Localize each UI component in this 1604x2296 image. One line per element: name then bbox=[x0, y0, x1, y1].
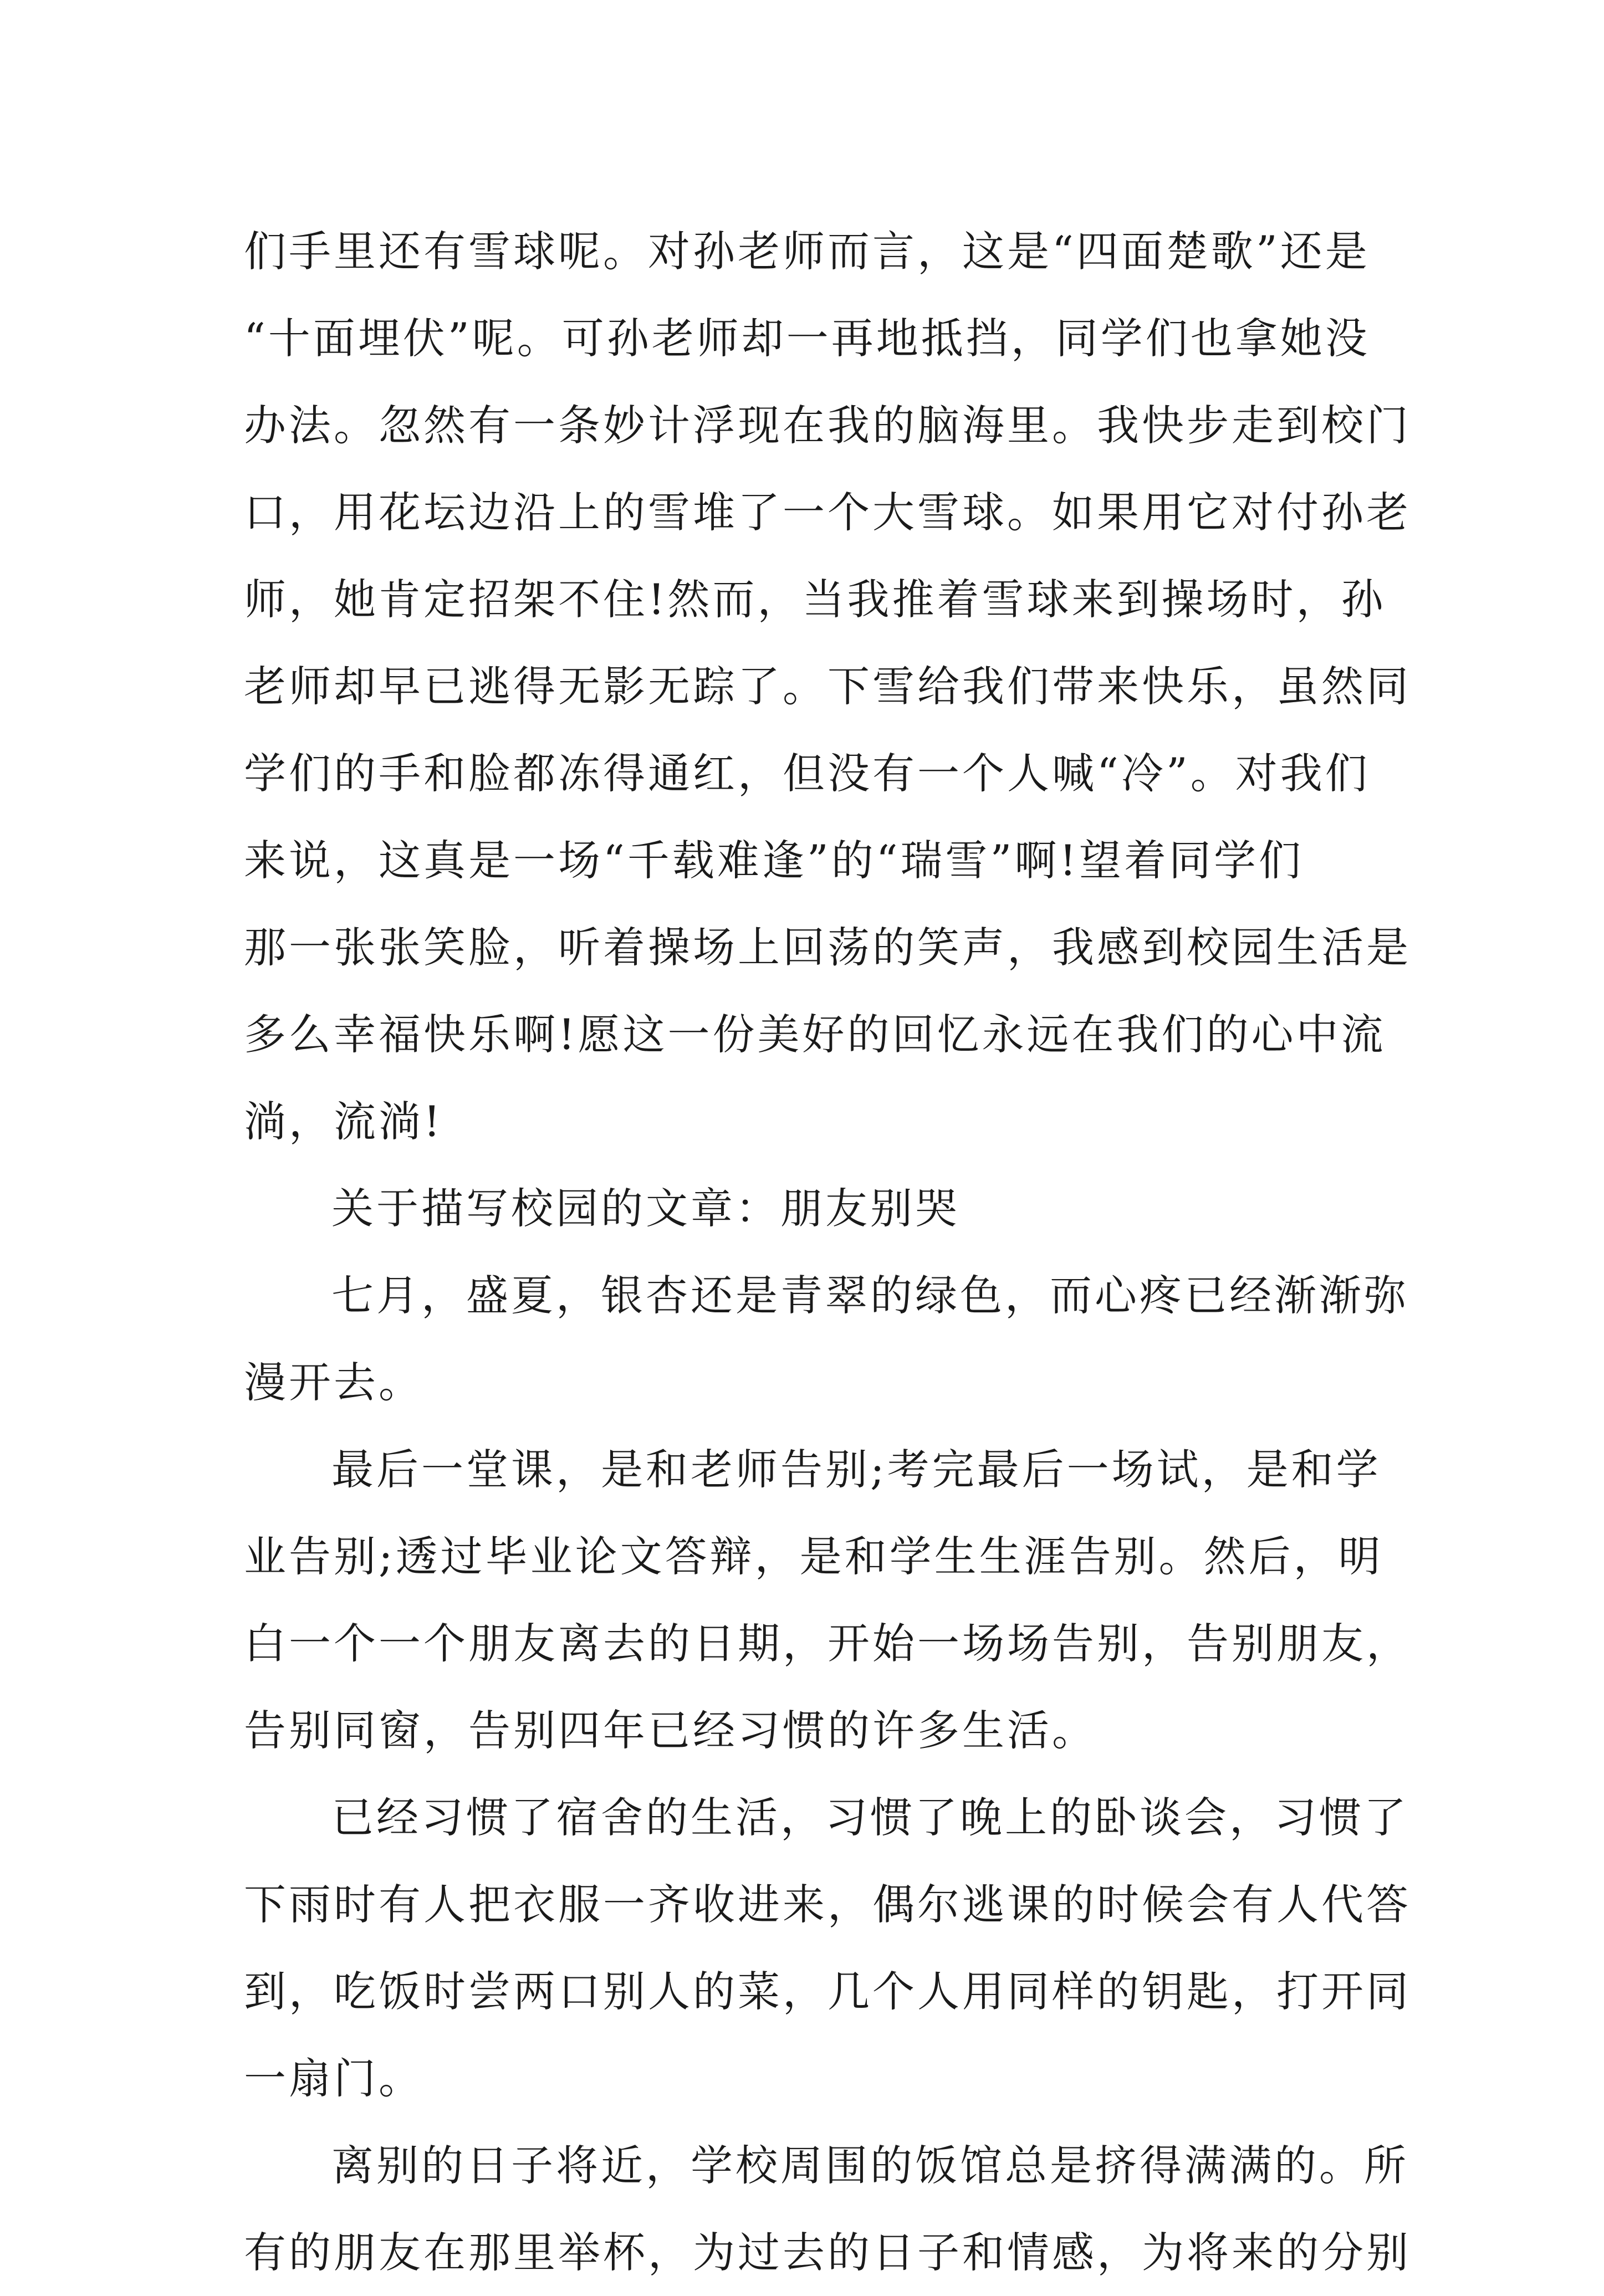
text-line: 最后一堂课，是和老师告别;考完最后一场试，是和学 bbox=[331, 1445, 1381, 1494]
text-line: 一扇门。 bbox=[244, 2054, 423, 2103]
text-line: “十面埋伏”呢。可孙老师却一再地抵挡，同学们也拿她没 bbox=[244, 314, 1370, 363]
text-line: 办法。忽然有一条妙计浮现在我的脑海里。我快步走到校门 bbox=[244, 401, 1411, 450]
text-line: 已经习惯了宿舍的生活，习惯了晚上的卧谈会，习惯了 bbox=[331, 1793, 1409, 1842]
text-line: 到，吃饭时尝两口别人的菜，几个人用同样的钥匙，打开同 bbox=[244, 1967, 1411, 2016]
text-line: 白一个一个朋友离去的日期，开始一场场告别，告别朋友， bbox=[244, 1619, 1411, 1668]
text-line: 告别同窗，告别四年已经习惯的许多生活。 bbox=[244, 1706, 1097, 1755]
text-line: 漫开去。 bbox=[244, 1358, 423, 1407]
text-line: 那一张张笑脸，听着操场上回荡的笑声，我感到校园生活是 bbox=[244, 923, 1411, 972]
text-line: 们手里还有雪球呢。对孙老师而言，这是“四面楚歌”还是 bbox=[244, 227, 1370, 276]
body-text bbox=[244, 208, 1411, 2296]
text-line: 淌，流淌! bbox=[244, 1097, 443, 1146]
text-line: 七月，盛夏，银杏还是青翠的绿色，而心疼已经渐渐弥 bbox=[331, 1271, 1409, 1320]
text-line: 老师却早已逃得无影无踪了。下雪给我们带来快乐，虽然同 bbox=[244, 662, 1411, 711]
text-line: 师，她肯定招架不住!然而，当我推着雪球来到操场时，孙 bbox=[244, 575, 1386, 624]
text-line: 多么幸福快乐啊!愿这一份美好的回忆永远在我们的心中流 bbox=[244, 1010, 1386, 1059]
text-line: 业告别;透过毕业论文答辩，是和学生生涯告别。然后，明 bbox=[244, 1532, 1383, 1581]
text-line: 离别的日子将近，学校周围的饭馆总是挤得满满的。所 bbox=[331, 2141, 1409, 2190]
text-line: 口，用花坛边沿上的雪堆了一个大雪球。如果用它对付孙老 bbox=[244, 488, 1411, 537]
text-line: 学们的手和脸都冻得通红，但没有一个人喊“冷”。对我们 bbox=[244, 749, 1370, 798]
text-line: 有的朋友在那里举杯，为过去的日子和情感，为将来的分别 bbox=[244, 2228, 1411, 2277]
text-line: 下雨时有人把衣服一齐收进来，偶尔逃课的时候会有人代答 bbox=[244, 1880, 1411, 1929]
section-heading: 关于描写校园的文章：朋友别哭 bbox=[331, 1184, 960, 1233]
text-line: 来说，这真是一场“千载难逢”的“瑞雪”啊!望着同学们 bbox=[244, 836, 1304, 885]
